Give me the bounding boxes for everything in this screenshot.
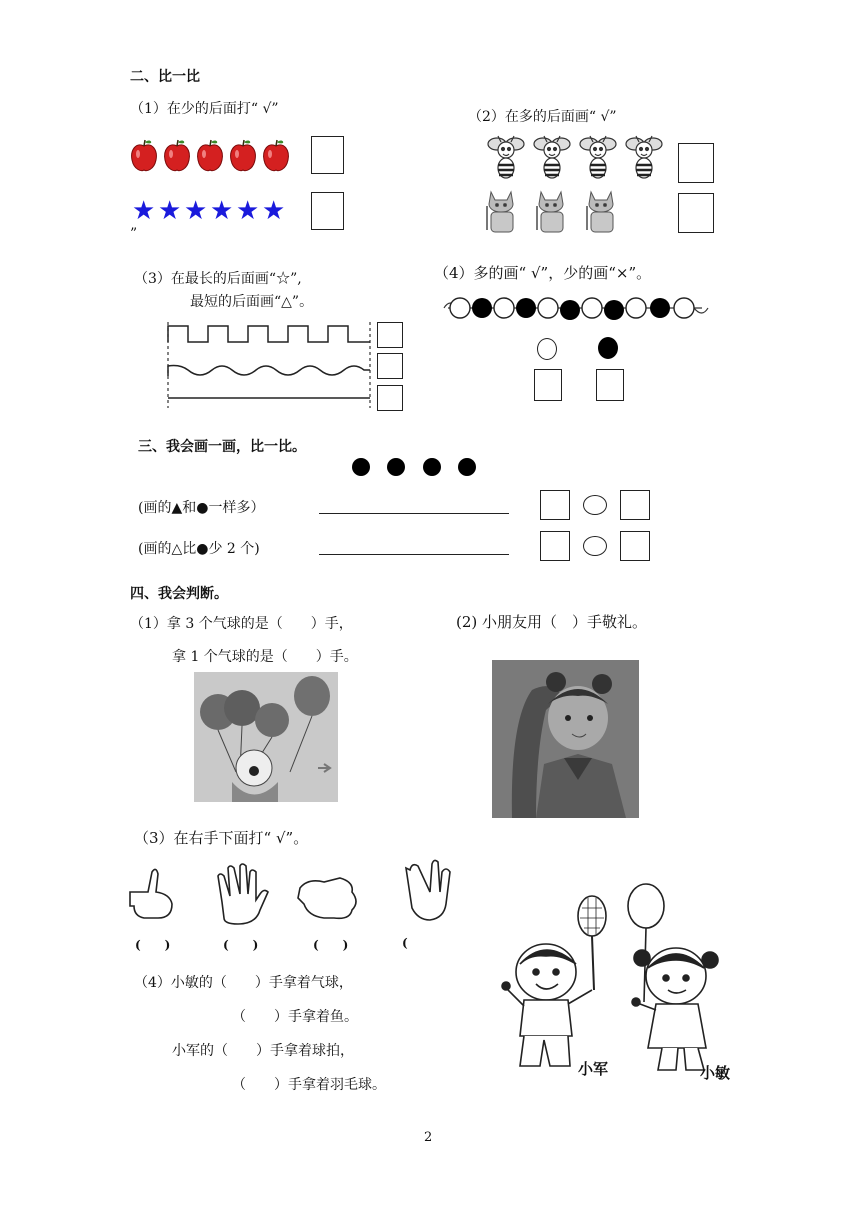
- apple-row: [130, 138, 295, 178]
- star-icon: ★: [236, 196, 260, 226]
- compare-box-2-left[interactable]: [540, 531, 570, 561]
- q4-answer-box-white[interactable]: [534, 369, 562, 401]
- bee-row: [483, 134, 663, 188]
- compare-box-1-right[interactable]: [620, 490, 650, 520]
- q2-prompt: （2）在多的后面画“ √”: [468, 109, 617, 125]
- label-girl: 小敏: [700, 1064, 731, 1082]
- white-bead-sample: [537, 338, 557, 360]
- q3-answer-box-1[interactable]: [377, 322, 403, 348]
- section-3-title: 三、我会画一画，比一比。: [138, 439, 306, 455]
- clown-balloons-image: [194, 672, 338, 802]
- hand-paren-3[interactable]: ( ): [313, 938, 349, 952]
- compare-box-2-right[interactable]: [620, 531, 650, 561]
- star-icon: ★: [158, 196, 182, 226]
- bead-string: [440, 290, 710, 334]
- hand-paren-4[interactable]: (: [402, 936, 408, 950]
- bee-icon: [483, 134, 663, 184]
- s4-q3-prompt: （3）在右手下面打“ √”。: [134, 829, 309, 847]
- s4-q1-line2: 拿 1 个气球的是（ ）手。: [172, 649, 358, 665]
- draw-line-2[interactable]: [319, 554, 509, 555]
- label-boy: 小军: [578, 1060, 609, 1078]
- hand-paren-1[interactable]: ( ): [135, 938, 171, 952]
- cat-icon: [483, 186, 623, 234]
- hand-paren-2[interactable]: ( ): [223, 938, 259, 952]
- black-dot: [387, 458, 405, 476]
- s4-q2-prompt: (2) 小朋友用（ ）手敬礼。: [456, 613, 648, 631]
- q2-answer-box-bees[interactable]: [678, 143, 714, 183]
- page-number: 2: [424, 1130, 433, 1145]
- compare-circle-1[interactable]: [583, 495, 607, 515]
- star-icon: ★: [210, 196, 234, 226]
- cat-row: [483, 186, 623, 238]
- q3-prompt-line1: （3）在最长的后面画“☆”,: [134, 271, 302, 287]
- star-icon: ★: [132, 196, 156, 226]
- section-2-title: 二、比一比: [130, 69, 200, 85]
- black-bead-sample: [598, 337, 618, 359]
- q3-prompt-line2: 最短的后面画“△”。: [190, 294, 314, 310]
- q1-prompt: （1）在少的后面打“ √”: [130, 101, 279, 117]
- q2-answer-box-cats[interactable]: [678, 193, 714, 233]
- compare-circle-2[interactable]: [583, 536, 607, 556]
- compare-box-1-left[interactable]: [540, 490, 570, 520]
- apple-icon: [130, 138, 295, 174]
- black-dot: [423, 458, 441, 476]
- q4-answer-box-black[interactable]: [596, 369, 624, 401]
- s4-q1-line1: （1）拿 3 个气球的是（ ）手，: [130, 616, 353, 632]
- q3-answer-box-3[interactable]: [377, 385, 403, 411]
- q1-answer-box-stars[interactable]: [311, 192, 344, 230]
- section3-row1-label: (画的▲和●一样多）: [138, 500, 265, 516]
- section3-row2-label: (画的△比●少 2 个): [138, 541, 260, 557]
- q4-prompt: （4）多的画“ √”，少的画“×”。: [434, 264, 652, 282]
- hand-icon: [130, 869, 172, 918]
- q1-answer-box-apples[interactable]: [311, 136, 344, 174]
- line-compare-figure: [160, 318, 380, 416]
- star-icon: ★: [262, 196, 286, 226]
- s4-q4-line1: （4）小敏的（ ）手拿着气球，: [134, 975, 353, 991]
- black-dot: [458, 458, 476, 476]
- draw-line-1[interactable]: [319, 513, 509, 514]
- hand-gestures: [128, 858, 458, 932]
- kids-illustration: [500, 880, 750, 1089]
- s4-q4-line4: （ ）手拿着羽毛球。: [232, 1077, 386, 1093]
- salute-girl-image: [492, 660, 639, 818]
- section-4-title: 四、我会判断。: [130, 586, 228, 602]
- q3-answer-box-2[interactable]: [377, 353, 403, 379]
- black-dot: [352, 458, 370, 476]
- stray-quote-mark: ”: [130, 226, 138, 242]
- star-icon: ★: [184, 196, 208, 226]
- s4-q4-line3: 小军的（ ）手拿着球拍，: [172, 1043, 354, 1059]
- star-row: [132, 198, 292, 226]
- s4-q4-line2: （ ）手拿着鱼。: [232, 1009, 358, 1025]
